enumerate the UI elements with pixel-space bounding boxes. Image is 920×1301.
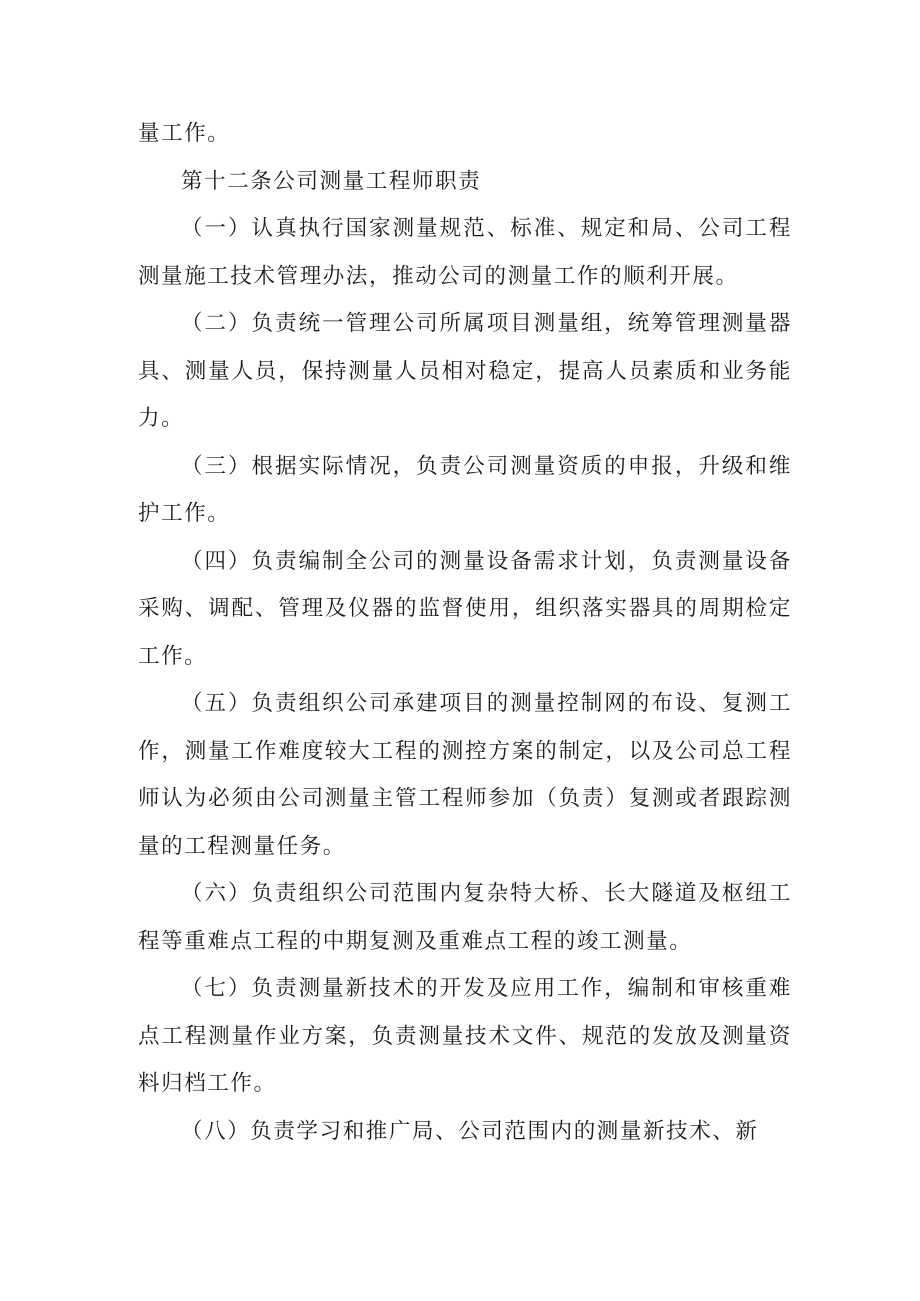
document-body xyxy=(138,110,792,1155)
duty-item-2: （二）负责统一管理公司所属项目测量组，统筹管理测量器具、测量人员，保持测量人员相对稳定，提高人员素质和业务能力。 xyxy=(138,311,792,431)
duty-item-1: （一）认真执行国家测量规范、标准、规定和局、公司工程测量施工技术管理办法，推动公司的测量工作的顺利开展。 xyxy=(138,216,792,289)
duty-item-7: （七）负责测量新技术的开发及应用工作，编制和审核重难点工程测量作业方案，负责测量技术文件、规范的发放及测量资料归档工作。 xyxy=(138,976,792,1096)
duty-item-4: （四）负责编制全公司的测量设备需求计划，负责测量设备采购、调配、管理及仪器的监督使用，组织落实器具的周期检定工作。 xyxy=(138,548,792,669)
article-heading: 第十二条公司测量工程师职责 xyxy=(181,168,482,194)
duty-item-5: （五）负责组织公司承建项目的测量控制网的布设、复测工作，测量工作难度较大工程的测控方案的制定，以及公司总工程师认为必须由公司测量主管工程师参加（负责）复测或者跟踪测量的工程测量任务。 xyxy=(138,691,792,859)
duty-item-8: （八）负责学习和推广局、公司范围内的测量新技术、新 xyxy=(181,1118,759,1144)
paragraph-continuation: 量工作。 xyxy=(138,121,231,146)
duty-item-6: （六）负责组织公司范围内复杂特大桥、长大隧道及枢纽工程等重难点工程的中期复测及重难点工程的竣工测量。 xyxy=(138,881,792,954)
duty-item-3: （三）根据实际情况，负责公司测量资质的申报，升级和维护工作。 xyxy=(138,453,792,526)
